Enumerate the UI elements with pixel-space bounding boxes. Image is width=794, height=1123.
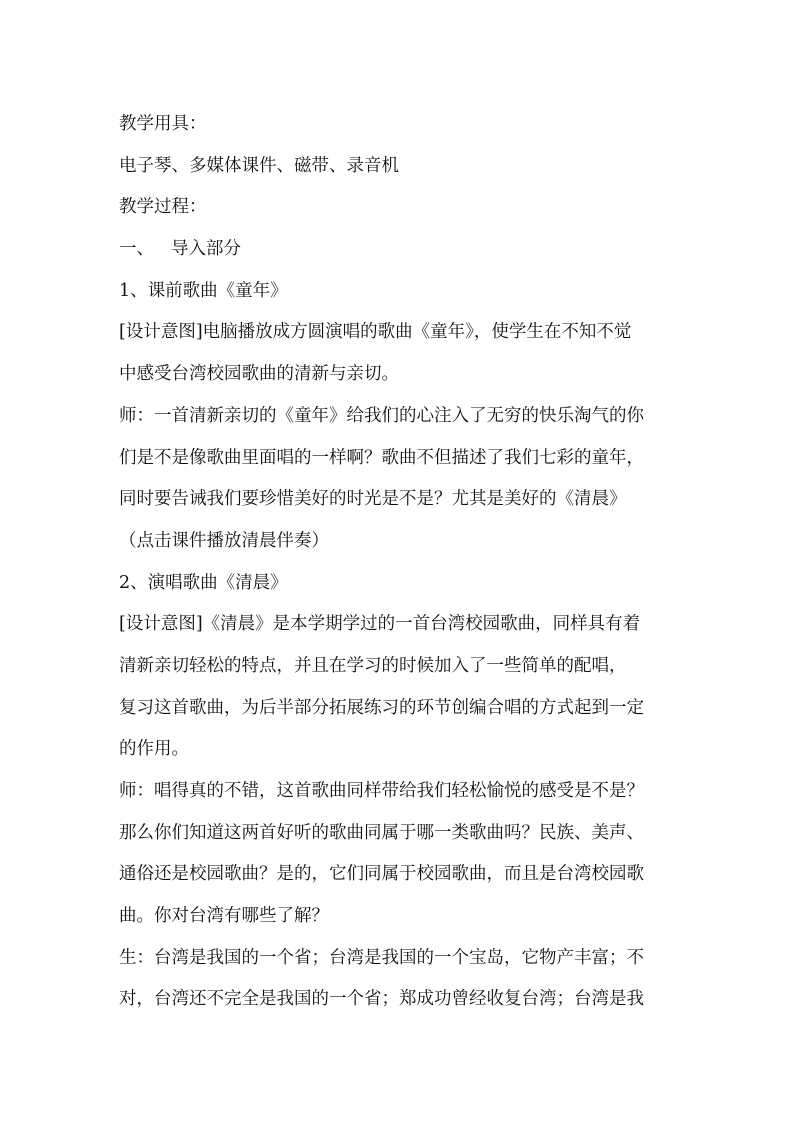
document-body — [119, 104, 679, 1021]
text-line: 师：一首清新亲切的《童年》给我们的心注入了无穷的快乐淘气的你 — [119, 405, 644, 426]
section-heading-text: 导入部分 — [171, 239, 241, 260]
text-line: 中感受台湾校园歌曲的清新与亲切。 — [119, 364, 399, 385]
text-line: [设计意图]电脑播放成方圆演唱的歌曲《童年》，使学生在不知不觉 — [119, 322, 632, 343]
text-line: 通俗还是校园歌曲？是的，它们同属于校园歌曲，而且是台湾校园歌 — [119, 864, 644, 885]
text-line: 清新亲切轻松的特点，并且在学习的时候加入了一些简单的配唱， — [119, 655, 627, 676]
text-line: 2、演唱歌曲《清晨》 — [119, 572, 288, 593]
text-line: 的作用。 — [119, 739, 189, 760]
text-line: （点击课件播放清晨伴奏） — [119, 530, 329, 551]
text-line: 1、课前歌曲《童年》 — [119, 280, 288, 301]
text-line: 生：台湾是我国的一个省；台湾是我国的一个宝岛，它物产丰富；不 — [119, 947, 644, 968]
text-line: 师：唱得真的不错，这首歌曲同样带给我们轻松愉悦的感受是不是？ — [119, 781, 644, 801]
text-line: 教学用具： — [119, 114, 207, 134]
text-line: 那么你们知道这两首好听的歌曲同属于哪一类歌曲吗？民族、美声、 — [119, 822, 644, 843]
text-line: [设计意图]《清晨》是本学期学过的一首台湾校园歌曲，同样具有着 — [119, 614, 641, 635]
text-line: 复习这首歌曲，为后半部分拓展练习的环节创编合唱的方式起到一定 — [119, 697, 644, 718]
section-heading — [119, 229, 679, 271]
text-line: 们是不是像歌曲里面唱的一样啊？歌曲不但描述了我们七彩的童年， — [119, 447, 644, 468]
text-line: 曲。你对台湾有哪些了解？ — [119, 906, 329, 927]
list-marker: 一、 — [119, 239, 154, 260]
text-line: 教学过程： — [119, 197, 207, 218]
text-line: 电子琴、多媒体课件、磁带、录音机 — [119, 155, 399, 176]
text-line: 对，台湾还不完全是我国的一个省；郑成功曾经收复台湾；台湾是我 — [119, 989, 644, 1010]
text-line: 同时要告诫我们要珍惜美好的时光是不是？尤其是美好的《清晨》 — [119, 489, 627, 510]
